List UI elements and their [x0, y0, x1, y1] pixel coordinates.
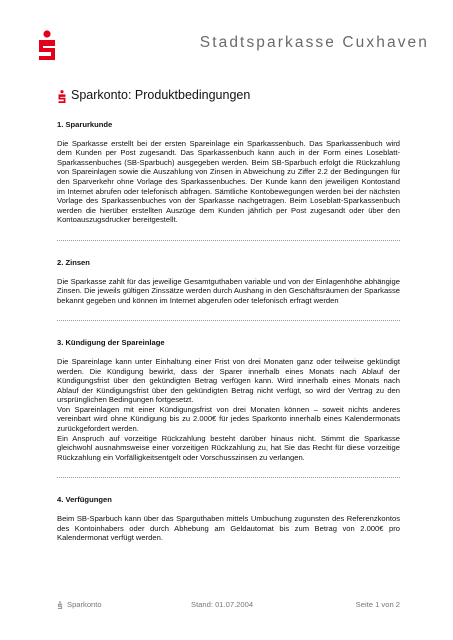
section-body — [57, 277, 400, 306]
section-heading: 4. Verfügungen — [57, 495, 112, 505]
sparkasse-logo-small-icon — [57, 90, 67, 103]
section-paragraph: Von Spareinlagen mit einer Kündigungsfrist von drei Monaten können – soweit nichts anderes vereinbart wird ohne Kündigung bis zu 2.000€ für jedes Sparkonto innerhalb eines Kalendermonats zurückgefordert werden. — [57, 404, 400, 434]
section-kuendigung — [57, 338, 400, 462]
section-heading: 1. Sparurkunde — [57, 120, 113, 129]
section-zinsen — [57, 258, 400, 305]
section-divider — [57, 477, 400, 478]
section-paragraph: Die Sparkasse zahlt für das jeweilige Gesamtguthaben variable und von der Einlagenhöhe abhängige Zinsen. Die jeweils gültigen Zinssätze werden durch Aushang in den Geschäftsräumen der Sparkasse bekannt gegeben und können im Internet abgerufen oder telefonisch erfragt werden — [57, 276, 400, 305]
section-body — [57, 139, 400, 225]
section-body — [57, 357, 400, 463]
section-divider — [57, 240, 400, 241]
section-sparurkunde — [57, 120, 400, 225]
section-paragraph: Die Spareinlage kann unter Einhaltung einer Frist von drei Monaten ganz oder teilweise gekündigt werden. Die Kündigung bewirkt, dass der Sparer innerhalb eines Monats nach Ablauf der Kündigungsfrist über den gekündigten Betrag verfügen kann. Wird innerhalb eines Monats nach Ablauf der Kündigungsfrist über den gekündigten Betrag nicht verfügt, so wird der Vertrag zu den ursprünglichen Bedingungen fortgesetzt. — [57, 356, 400, 405]
sparkasse-logo-icon — [36, 30, 58, 60]
section-paragraph: Die Sparkasse erstellt bei der ersten Spareinlage ein Sparkassenbuch. Das Sparkassenbuch wird dem Kunden per Post zugesandt. Das Sparkassenbuch kann auch in der Form eines Loseblatt-Sparkassenbuches (SB-Sparbuch) ausgegeben werden. Beim SB-Sparbuch erfolgt die Rückzahlung von Spareinlagen sowie die Auszahlung von Zinsen in Abweichung zu Ziffer 2.2 der Bedingungen für den Sparverkehr ohne Vorlage des Sparkassenbuches. Der Kunde kann den jeweiligen Kontostand im Internet abrufen oder telefonisch abfragen. Sämtliche Kontobewegungen werden bei der nächsten Vorlage des Sparkassenbuches von der Sparkasse nachgetragen. Beim Loseblatt-Sparkassenbuch werden die hierüber erstellten Auszüge dem Kunden jährlich per Post zugesandt oder über den Kontoauszugsdrucker bereitgestellt. — [57, 138, 400, 225]
section-body — [57, 514, 400, 543]
page-footer — [57, 600, 400, 612]
footer-date: Stand: 01.07.2004 — [191, 600, 254, 609]
bank-name: Stadtsparkasse Cuxhaven — [199, 34, 429, 51]
section-divider — [57, 320, 400, 321]
section-paragraph: Beim SB-Sparbuch kann über das Sparguthaben mittels Umbuchung zugunsten des Referenzkontos des Kontoinhabers oder durch Abhebung am Geldautomat bis zum Betrag von 2.000€ pro Kalendermonat verfügt werden. — [57, 514, 400, 543]
footer-page-number: Seite 1 von 2 — [355, 600, 400, 609]
section-paragraph: Ein Anspruch auf vorzeitige Rückzahlung besteht darüber hinaus nicht. Stimmt die Sparkasse gleichwohl ausnahmsweise einer vorzeitigen Rückzahlung zu, hat Sie das Recht für diese vorzeitige Rückzahlung ein Vorfälligkeitsentgelt oder Vorschusszinsen zu verlangen. — [57, 433, 400, 462]
document-content — [57, 120, 400, 558]
document-title: Sparkonto: Produktbedingungen — [71, 88, 251, 102]
section-heading: 3. Kündigung der Spareinlage — [57, 338, 165, 348]
sparkasse-logo-tiny-icon — [57, 601, 63, 609]
page-header — [36, 30, 433, 62]
section-heading: 2. Zinsen — [57, 257, 90, 267]
document-title-row — [57, 88, 423, 106]
section-verfuegungen — [57, 495, 400, 542]
footer-product-name: Sparkonto — [67, 600, 102, 609]
